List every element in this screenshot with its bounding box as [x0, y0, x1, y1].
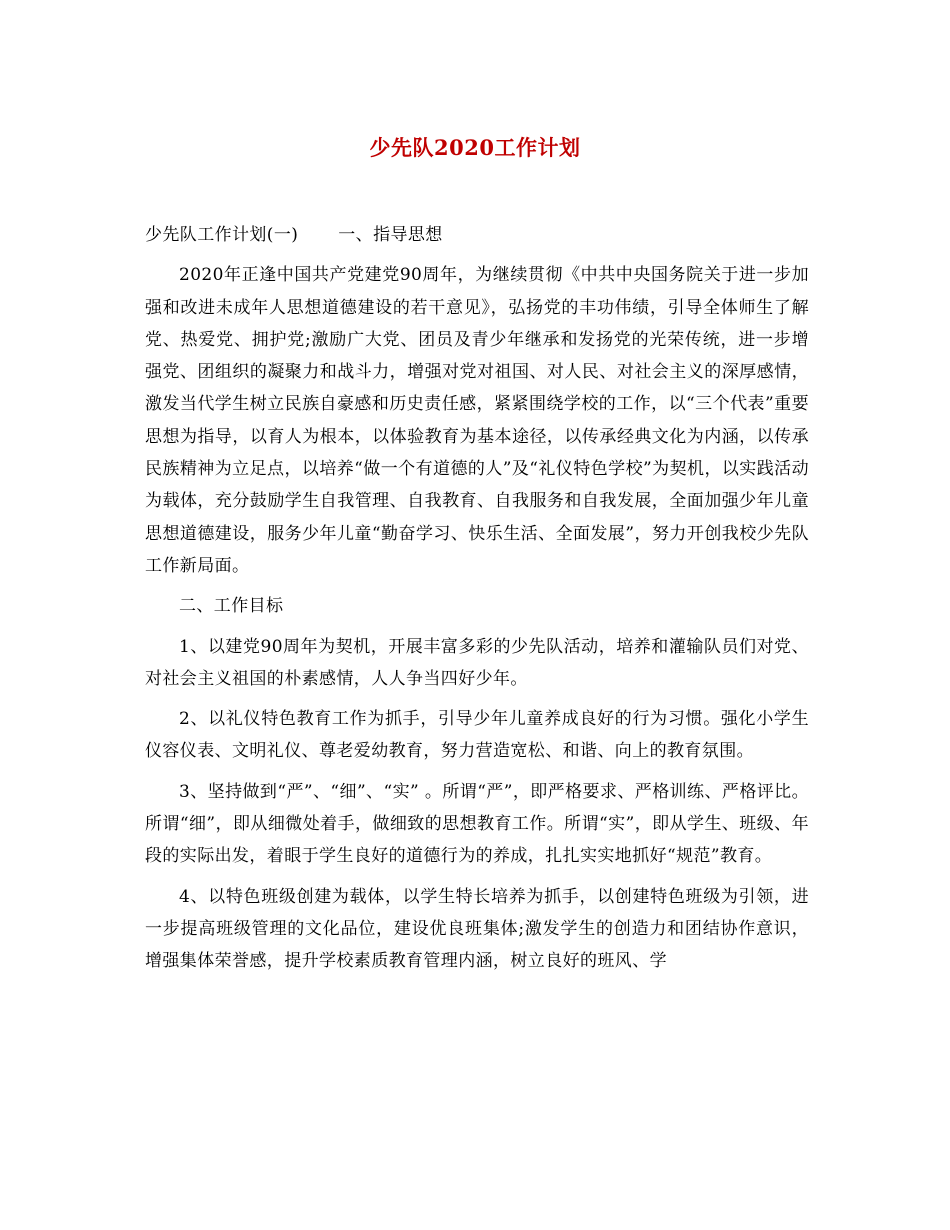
goal-item-1: 1、以建党90周年为契机，开展丰富多彩的少先队活动，培养和灌输队员们对党、对社会主义祖国的朴素感情，人人争当四好少年。	[145, 636, 809, 689]
document-title: 少先队2020工作计划	[369, 135, 581, 160]
section1-heading: 一、指导思想	[338, 225, 443, 245]
paragraph-guiding-thought: 2020年正逢中国共产党建党90周年，为继续贯彻《中共中央国务院关于进一步加强和改进未成年人思想道德建设的若干意见》，弘扬党的丰功伟绩，引导全体师生了解党、热爱党、拥护党;激励广大党、团员及青少年继承和发扬党的光荣传统，进一步增强党、团组织的凝聚力和战斗力，增强对党对祖国、对人民、对社会主义的深厚感情，激发当代学生树立民族自豪感和历史责任感，紧紧围绕学校的工作，以“三个代表”重要思想为指导，以育人为根本，以体验教育为基本途径，以传承经典文化为内涵，以传承民族精神为立足点，以培养“做一个有道德的人”及“礼仪特色学校”为契机，以实践活动为载体，充分鼓励学生自我管理、自我教育、自我服务和自我发展，全面加强少年儿童思想道德建设，服务少年儿童“勤奋学习、快乐生活、全面发展”，努力开创我校少先队工作新局面。	[145, 265, 809, 576]
section-heading-line	[145, 219, 809, 251]
goal-item-2: 2、以礼仪特色教育工作为抓手，引导少年儿童养成良好的行为习惯。强化小学生仪容仪表、文明礼仪、尊老爱幼教育，努力营造宽松、和谐、向上的教育氛围。	[145, 709, 809, 762]
goal-item-3: 3、坚持做到“严”、“细”、“实” 。所谓“严”，即严格要求、严格训练、严格评比。所谓“细”，即从细微处着手，做细致的思想教育工作。所谓“实”，即从学生、班级、年段的实际出发，着眼于学生良好的道德行为的养成，扎扎实实地抓好“规范”教育。	[145, 781, 809, 867]
section2-heading: 二、工作目标	[179, 596, 284, 617]
document-body	[145, 219, 809, 986]
goal-item-4: 4、以特色班级创建为载体，以学生特长培养为抓手，以创建特色班级为引领，进一步提高班级管理的文化品位，建设优良班集体;激发学生的创造力和团结协作意识，增强集体荣誉感，提升学校素质教育管理内涵，树立良好的班风、学	[145, 886, 809, 972]
part-label: 少先队工作计划(一)	[145, 225, 299, 245]
